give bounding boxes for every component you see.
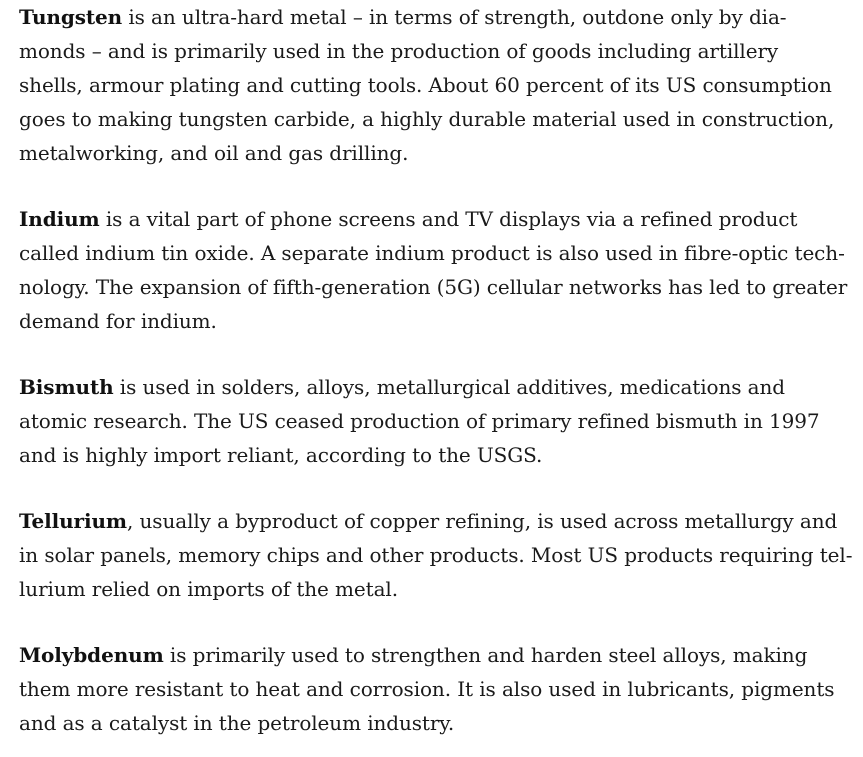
line: atomic research. The US ceased production of primary refined bismuth in 1997 [19, 409, 820, 433]
line: and as a catalyst in the petroleum industry. [19, 711, 455, 735]
line [19, 370, 849, 404]
line-text: is used in solders, alloys, metallurgical additives, medications and [113, 375, 785, 399]
line: goes to making tungsten carbide, a highly durable material used in construction, [19, 107, 835, 131]
term-bismuth: Bismuth [19, 375, 114, 399]
term-indium: Indium [19, 207, 100, 231]
line [19, 202, 849, 236]
line: shells, armour plating and cutting tools. About 60 percent of its US consumption [19, 73, 832, 97]
paragraph-indium [19, 202, 849, 338]
paragraph-molybdenum [19, 638, 849, 740]
term-tellurium: Tellurium [19, 509, 127, 533]
article-body [19, 0, 853, 740]
line [19, 0, 849, 34]
line: called indium tin oxide. A separate indium product is also used in fibre-optic tech- [19, 241, 845, 265]
paragraph-tellurium [19, 504, 853, 606]
line: metalworking, and oil and gas drilling. [19, 141, 409, 165]
line: them more resistant to heat and corrosion. It is also used in lubricants, pigments [19, 677, 835, 701]
line: demand for indium. [19, 309, 217, 333]
line: lurium relied on imports of the metal. [19, 577, 398, 601]
term-molybdenum: Molybdenum [19, 643, 164, 667]
line [19, 638, 849, 672]
line-text: is a vital part of phone screens and TV displays via a refined product [99, 207, 798, 231]
line: in solar panels, memory chips and other products. Most US products requiring tel- [19, 543, 853, 567]
line-text: is an ultra-hard metal – in terms of strength, outdone only by dia- [122, 5, 787, 29]
line-text: is primarily used to strengthen and harden steel alloys, making [163, 643, 808, 667]
line [19, 504, 849, 538]
line: and is highly import reliant, according to the USGS. [19, 443, 543, 467]
paragraph-tungsten [19, 0, 849, 170]
line-text: , usually a byproduct of copper refining, is used across metallurgy and [127, 509, 838, 533]
line: nology. The expansion of fifth-generation (5G) cellular networks has led to greater [19, 275, 848, 299]
line: monds – and is primarily used in the production of goods including artillery [19, 39, 779, 63]
term-tungsten: Tungsten [19, 5, 123, 29]
paragraph-bismuth [19, 370, 849, 472]
